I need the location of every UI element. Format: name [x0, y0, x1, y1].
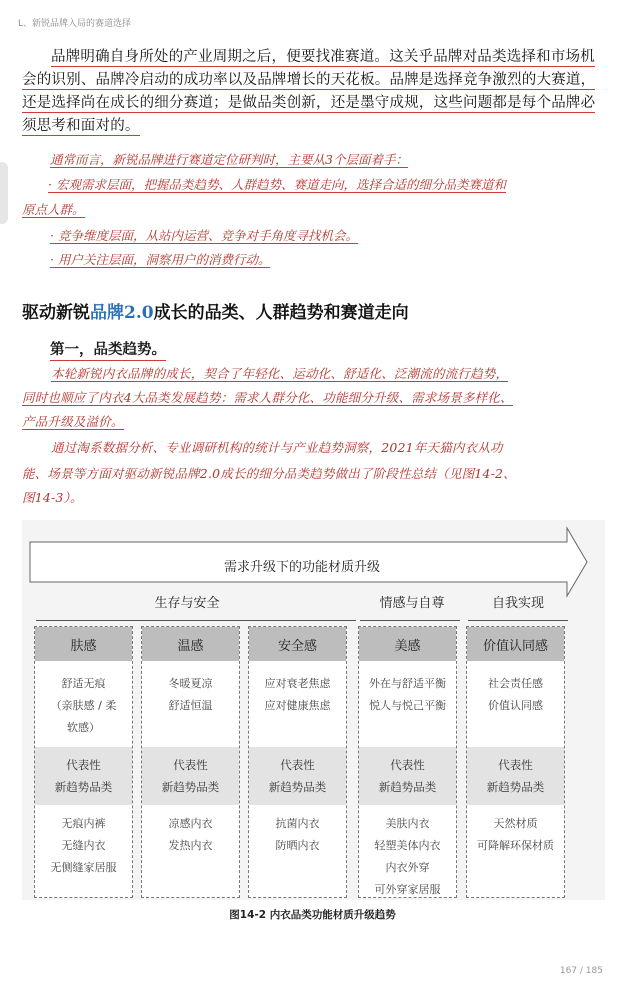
- column-products: [467, 805, 564, 857]
- column-head: 温感: [142, 627, 239, 661]
- column-head: 肤感: [35, 627, 132, 661]
- group-label-emotion: 情感与自尊: [379, 596, 445, 611]
- product-item: 防晒内衣: [275, 839, 320, 852]
- column-products: [35, 805, 132, 879]
- heading-post: 成长的品类、人群趋势和赛道走向: [153, 303, 409, 323]
- intro-paragraph-l3: [22, 92, 607, 115]
- intro-paragraph-l4: [22, 115, 607, 138]
- page-number: 167 / 185: [559, 966, 603, 976]
- product-item: 无缝内衣: [61, 839, 106, 852]
- subheading: 第一，品类趋势。: [50, 338, 166, 361]
- mid-line: 代表性: [173, 758, 208, 772]
- mid-line: 代表性: [280, 758, 315, 772]
- handwritten-point2: [50, 224, 358, 247]
- handwritten-line: 通常而言，新锐品牌进行赛道定位研判时，主要从3个层面着手：: [50, 152, 408, 167]
- handwritten-line: · 用户关注层面，洞察用户的消费行动。: [50, 252, 271, 267]
- section-heading: [22, 298, 409, 323]
- column-temperature: [141, 626, 240, 898]
- representative-label: [249, 747, 346, 805]
- feature-item: 舒适无痕: [61, 677, 106, 690]
- column-features: [249, 661, 346, 747]
- group-label-self: 自我实现: [491, 596, 544, 611]
- trend-diagram: [22, 520, 605, 900]
- representative-label: [35, 747, 132, 805]
- product-item: 美肤内衣: [385, 817, 430, 830]
- mid-line: 新趋势品类: [378, 780, 437, 794]
- product-item: 天然材质: [493, 817, 538, 830]
- intro-paragraph: [22, 46, 607, 69]
- handwritten-point1: [48, 173, 506, 196]
- handwritten-point3: [50, 248, 270, 271]
- mid-line: 新趋势品类: [268, 780, 327, 794]
- feature-item: 舒适恒温: [168, 699, 213, 712]
- feature-item: 社会责任感: [488, 677, 543, 690]
- mid-line: 代表性: [498, 758, 533, 772]
- column-beauty: [358, 626, 457, 898]
- mid-line: 新趋势品类: [486, 780, 545, 794]
- group-divider: [468, 620, 568, 621]
- group-label-survival: 生存与安全: [154, 596, 220, 611]
- mid-line: 新趋势品类: [161, 780, 220, 794]
- handwritten-line: 同时也顺应了内衣4大品类发展趋势：需求人群分化、功能细分升级、需求场景多样化、: [22, 390, 513, 405]
- product-item: 抗菌内衣: [275, 817, 320, 830]
- feature-item: 外在与舒适平衡: [369, 677, 446, 690]
- running-header: L、新锐品牌入局的赛道选择: [18, 19, 132, 29]
- feature-item: 冬暖夏凉: [168, 677, 213, 690]
- handwritten-para-l1: [22, 362, 607, 385]
- handwritten-para-l4: 通过淘系数据分析、专业调研机构的统计与产业趋势洞察，2021年天猫内衣从功: [51, 440, 503, 455]
- handwritten-para-l2: [22, 386, 607, 409]
- feature-item: 悦人与悦己平衡: [369, 699, 446, 712]
- handwritten-line: 本轮新锐内衣品牌的成长，契合了年轻化、运动化、舒适化、泛潮流的流行趋势，: [51, 366, 509, 381]
- feature-item: 应对健康焦虑: [264, 699, 331, 712]
- column-products: [249, 805, 346, 857]
- handwritten-line: 原点人群。: [22, 202, 85, 217]
- product-item: 发热内衣: [168, 839, 213, 852]
- column-skin-feel: [34, 626, 133, 898]
- handwritten-line: · 宏观需求层面，把握品类趋势、人群趋势、赛道走向，选择合适的细分品类赛道和: [48, 177, 506, 192]
- intro-line: 还是选择尚在成长的细分赛道；是做品类创新，还是墨守成规，这些问题都是每个品牌必: [22, 95, 596, 111]
- intro-line: 须思考和面对的。: [22, 118, 140, 134]
- intro-paragraph-l2: [22, 69, 607, 92]
- mid-line: 代表性: [66, 758, 101, 772]
- column-value-identity: [466, 626, 565, 898]
- column-security: [248, 626, 347, 898]
- column-features: [467, 661, 564, 747]
- handwritten-intro: [50, 148, 408, 171]
- product-item: 可降解环保材质: [477, 839, 554, 852]
- side-drawer-handle[interactable]: [0, 162, 8, 224]
- mid-line: 代表性: [390, 758, 425, 772]
- mid-line: 新趋势品类: [54, 780, 113, 794]
- representative-label: [359, 747, 456, 805]
- group-divider: [360, 620, 460, 621]
- product-item: 可外穿家居服: [374, 883, 441, 896]
- heading-pre: 驱动新锐: [22, 303, 90, 323]
- handwritten-para-l6: 图14-3）。: [22, 490, 83, 505]
- intro-line: 会的识别、品牌冷启动的成功率以及品牌增长的天花板。品牌是选择竞争激烈的大赛道，: [22, 72, 596, 88]
- intro-line: 品牌明确自身所处的产业周期之后，便要找准赛道。这关乎品牌对品类选择和市场机: [51, 49, 595, 65]
- handwritten-point1-cont: [22, 198, 85, 221]
- representative-label: [467, 747, 564, 805]
- handwritten-line: · 竞争维度层面，从站内运营、竞争对手角度寻找机会。: [50, 228, 358, 243]
- group-divider: [36, 620, 356, 621]
- figure-caption: 图14-2 内衣品类功能材质升级趋势: [229, 909, 396, 921]
- product-item: 内衣外穿: [385, 861, 430, 874]
- column-head: 价值认同感: [467, 627, 564, 661]
- product-item: 无侧缝家居服: [50, 861, 117, 874]
- product-item: 轻塑美体内衣: [374, 839, 441, 852]
- handwritten-para-l3: [22, 410, 607, 433]
- column-products: [142, 805, 239, 857]
- heading-highlight: 品牌2.0: [90, 303, 154, 323]
- representative-label: [142, 747, 239, 805]
- column-features: [359, 661, 456, 747]
- column-features: [142, 661, 239, 747]
- feature-item: 软感）: [67, 721, 100, 734]
- feature-item: 价值认同感: [488, 699, 543, 712]
- handwritten-line: 产品升级及溢价。: [22, 414, 124, 429]
- feature-item: 应对衰老焦虑: [264, 677, 331, 690]
- arrow-title: 需求升级下的功能材质升级: [223, 560, 380, 575]
- feature-item: （亲肤感 / 柔: [50, 699, 117, 712]
- column-head: 美感: [359, 627, 456, 661]
- product-item: 无痕内裤: [61, 817, 106, 830]
- column-products: [359, 805, 456, 901]
- column-features: [35, 661, 132, 747]
- product-item: 凉感内衣: [168, 817, 213, 830]
- handwritten-para-l5: 能、场景等方面对驱动新锐品牌2.0成长的细分品类趋势做出了阶段性总结（见图14-2、: [22, 466, 516, 481]
- column-head: 安全感: [249, 627, 346, 661]
